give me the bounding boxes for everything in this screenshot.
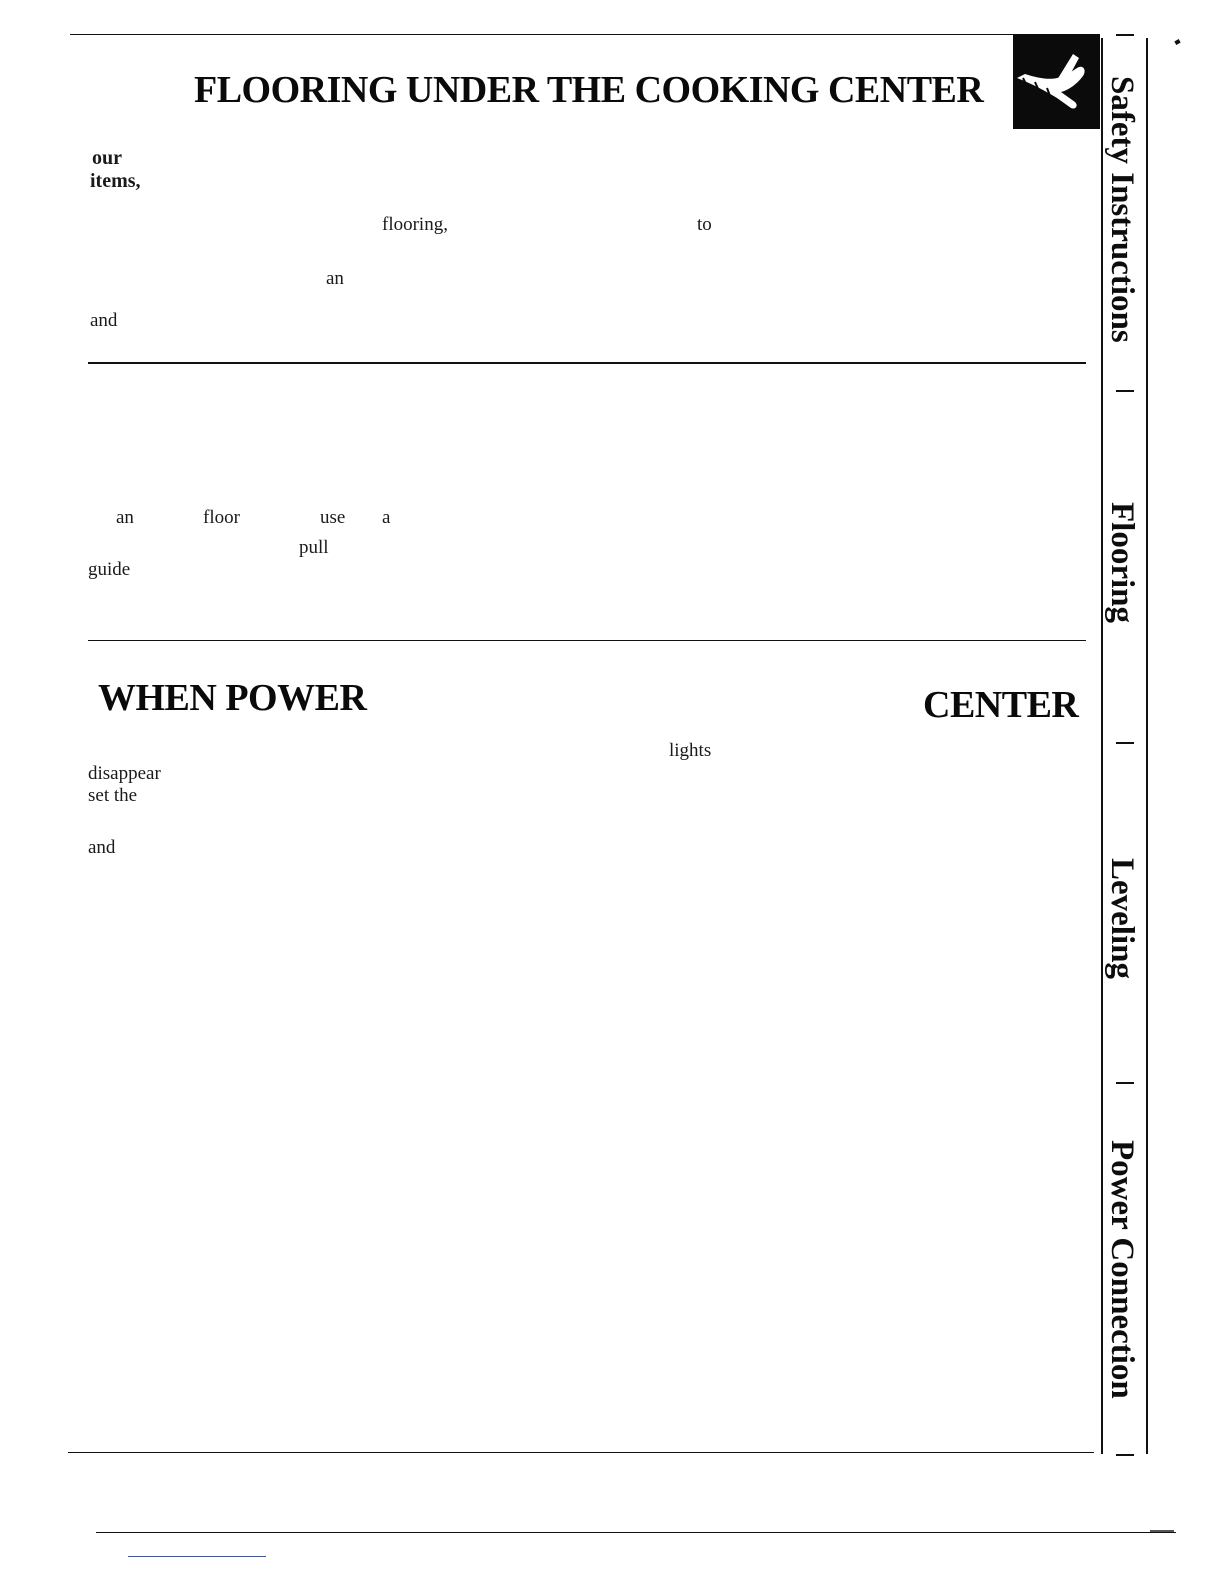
text-fragment: disappear (88, 763, 161, 784)
text-fragment: an (116, 507, 134, 528)
footer-link-underline[interactable] (128, 1556, 266, 1557)
footer-rule (96, 1532, 1176, 1533)
text-fragment: guide (88, 559, 131, 580)
section-heading-power-right: CENTER (923, 684, 1079, 726)
text-fragment: an (326, 268, 344, 289)
text-fragment: and (90, 310, 118, 331)
footer-mark (1150, 1530, 1174, 1532)
text-fragment: flooring, (382, 214, 448, 235)
side-tab-separator (1116, 390, 1134, 392)
side-tab-leveling[interactable]: Leveling (1104, 858, 1140, 979)
side-tab-separator (1116, 1454, 1134, 1456)
hand-pointing-icon (1013, 34, 1100, 129)
side-tab-flooring[interactable]: Flooring (1104, 502, 1140, 623)
text-fragment: floor (203, 507, 240, 528)
side-tab-separator (1116, 1082, 1134, 1084)
text-fragment: use (320, 507, 346, 528)
text-fragment: a (382, 507, 391, 528)
section-heading-flooring: FLOORING UNDER THE COOKING CENTER (194, 69, 984, 111)
text-fragment: items, (90, 170, 141, 192)
side-tab-rule-right (1146, 38, 1148, 1454)
section-heading-power-left: WHEN POWER (98, 677, 367, 719)
side-tab-power-connection[interactable]: Power Connection (1104, 1140, 1140, 1399)
section-divider (88, 362, 1086, 364)
text-fragment: pull (299, 537, 329, 558)
top-rule (70, 34, 1100, 35)
text-fragment: lights (669, 740, 712, 761)
text-fragment: set the (88, 785, 138, 806)
corner-tick (1174, 39, 1180, 45)
side-tab-separator (1116, 34, 1134, 36)
side-tab-separator (1116, 742, 1134, 744)
text-fragment: and (88, 837, 116, 858)
side-tab-safety[interactable]: Safety Instructions (1104, 76, 1140, 343)
bottom-rule (68, 1452, 1094, 1453)
text-fragment: our (92, 147, 122, 169)
section-divider (88, 640, 1086, 641)
text-fragment: to (697, 214, 712, 235)
